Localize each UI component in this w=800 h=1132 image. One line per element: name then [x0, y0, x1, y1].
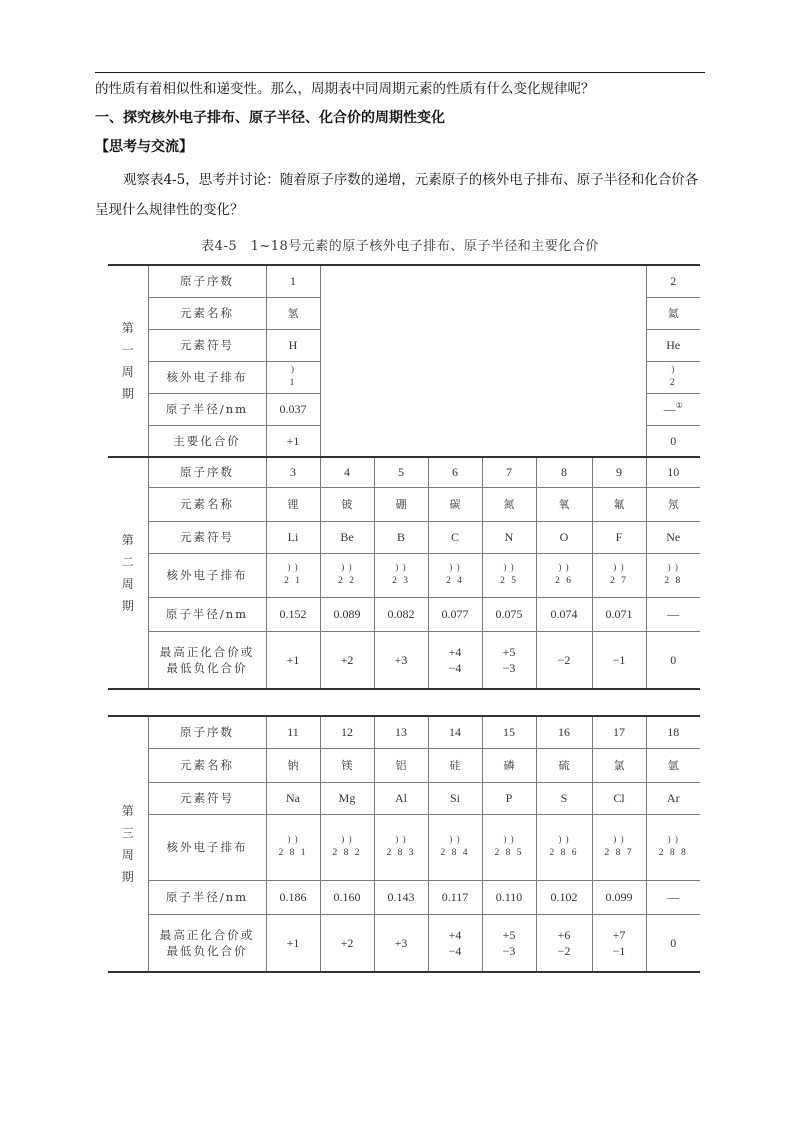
cell-number-ar: 18: [646, 716, 700, 748]
cell-name-s: 硫: [536, 748, 592, 782]
row-label-element-symbol: 元素符号: [148, 782, 266, 814]
row-label-element-name: 元素名称: [148, 487, 266, 521]
cell-name-cl: 氯: [592, 748, 646, 782]
cell-name-ne: 氖: [646, 487, 700, 521]
cell-symbol-h: H: [266, 329, 320, 361]
cell-number-s: 16: [536, 716, 592, 748]
cell-symbol-ar: Ar: [646, 782, 700, 814]
row-label-electron-config: 核外电子排布: [148, 553, 266, 597]
cell-radius-na: 0.186: [266, 880, 320, 914]
cell-symbol-o: O: [536, 521, 592, 553]
cell-config-s: ) ) 2 8 6: [536, 814, 592, 880]
cell-symbol-cl: Cl: [592, 782, 646, 814]
period-1-label: 第 一 周 期: [108, 265, 148, 457]
cell-symbol-mg: Mg: [320, 782, 374, 814]
cell-name-b: 硼: [374, 487, 428, 521]
cell-symbol-al: Al: [374, 782, 428, 814]
cell-number-be: 4: [320, 457, 374, 487]
period-1-gap: [320, 265, 646, 457]
cell-config-cl: ) ) 2 8 7: [592, 814, 646, 880]
cell-config-n: ) ) 2 5: [482, 553, 536, 597]
cell-valence-b: +3: [374, 631, 428, 689]
row-label-atomic-radius: 原子半径/nm: [148, 393, 266, 425]
period-3-label: 第 三 周 期: [108, 716, 148, 972]
cell-name-p: 磷: [482, 748, 536, 782]
cell-symbol-c: C: [428, 521, 482, 553]
cell-number-he: 2: [646, 265, 700, 297]
discussion-paragraph: 观察表4-5，思考并讨论：随着原子序数的递增，元素原子的核外电子排布、原子半径和化合价各呈现什么规律性的变化？: [95, 172, 699, 218]
cell-symbol-ne: Ne: [646, 521, 700, 553]
cell-valence-n: +5 −3: [482, 631, 536, 689]
period-3-table: [108, 715, 700, 973]
cell-name-si: 硅: [428, 748, 482, 782]
cell-valence-o: −2: [536, 631, 592, 689]
cell-valence-ne: 0: [646, 631, 700, 689]
period-2-label: 第 二 周 期: [108, 457, 148, 689]
cell-config-mg: ) ) 2 8 2: [320, 814, 374, 880]
row-label-valence: 最高正化合价或 最低负化合价: [148, 914, 266, 972]
cell-name-na: 钠: [266, 748, 320, 782]
box-title: 【思考与交流】: [95, 139, 193, 155]
cell-config-f: ) ) 2 7: [592, 553, 646, 597]
cell-name-he: 氦: [646, 297, 700, 329]
cell-radius-he: —①: [646, 393, 700, 425]
footnote-marker: ①: [675, 401, 683, 410]
cell-name-n: 氮: [482, 487, 536, 521]
cell-valence-al: +3: [374, 914, 428, 972]
cell-name-al: 铝: [374, 748, 428, 782]
cell-name-f: 氟: [592, 487, 646, 521]
cell-valence-c: +4 −4: [428, 631, 482, 689]
cell-number-p: 15: [482, 716, 536, 748]
section-heading: 一、探究核外电子排布、原子半径、化合价的周期性变化: [95, 110, 445, 126]
period-1-table: [108, 264, 700, 458]
cell-config-be: ) ) 2 2: [320, 553, 374, 597]
cell-config-b: ) ) 2 3: [374, 553, 428, 597]
cell-name-c: 碳: [428, 487, 482, 521]
cell-config-p: ) ) 2 8 5: [482, 814, 536, 880]
cell-radius-si: 0.117: [428, 880, 482, 914]
cell-name-o: 氧: [536, 487, 592, 521]
cell-valence-f: −1: [592, 631, 646, 689]
cell-radius-n: 0.075: [482, 597, 536, 631]
row-label-electron-config: 核外电子排布: [148, 814, 266, 880]
cell-radius-li: 0.152: [266, 597, 320, 631]
table-caption: 表4-5 1~18号元素的原子核外电子排布、原子半径和主要化合价: [201, 239, 599, 254]
cell-radius-s: 0.102: [536, 880, 592, 914]
row-label-element-symbol: 元素符号: [148, 521, 266, 553]
continuation-text: 的性质有着相似性和递变性。那么，周期表中同周期元素的性质有什么变化规律呢？: [95, 81, 595, 97]
cell-number-c: 6: [428, 457, 482, 487]
cell-symbol-b: B: [374, 521, 428, 553]
cell-valence-si: +4 −4: [428, 914, 482, 972]
cell-config-si: ) ) 2 8 4: [428, 814, 482, 880]
cell-config-ar: ) ) 2 8 8: [646, 814, 700, 880]
cell-name-be: 铍: [320, 487, 374, 521]
cell-symbol-be: Be: [320, 521, 374, 553]
cell-radius-ne: —: [646, 597, 700, 631]
cell-number-b: 5: [374, 457, 428, 487]
row-label-element-name: 元素名称: [148, 297, 266, 329]
row-label-electron-config: 核外电子排布: [148, 361, 266, 393]
cell-radius-p: 0.110: [482, 880, 536, 914]
cell-number-na: 11: [266, 716, 320, 748]
cell-config-al: ) ) 2 8 3: [374, 814, 428, 880]
cell-symbol-f: F: [592, 521, 646, 553]
cell-radius-mg: 0.160: [320, 880, 374, 914]
cell-name-li: 锂: [266, 487, 320, 521]
cell-symbol-na: Na: [266, 782, 320, 814]
cell-radius-b: 0.082: [374, 597, 428, 631]
cell-config-o: ) ) 2 6: [536, 553, 592, 597]
cell-radius-al: 0.143: [374, 880, 428, 914]
cell-number-o: 8: [536, 457, 592, 487]
cell-config-c: ) ) 2 4: [428, 553, 482, 597]
cell-config-li: ) ) 2 1: [266, 553, 320, 597]
row-label-atomic-radius: 原子半径/nm: [148, 597, 266, 631]
row-label-main-valence: 主要化合价: [148, 425, 266, 457]
cell-radius-h: 0.037: [266, 393, 320, 425]
period-2-table: [108, 456, 700, 690]
top-rule: [95, 72, 705, 73]
cell-symbol-s: S: [536, 782, 592, 814]
cell-valence-li: +1: [266, 631, 320, 689]
cell-radius-ar: —: [646, 880, 700, 914]
row-label-atomic-radius: 原子半径/nm: [148, 880, 266, 914]
cell-number-mg: 12: [320, 716, 374, 748]
cell-number-ne: 10: [646, 457, 700, 487]
cell-symbol-li: Li: [266, 521, 320, 553]
cell-number-f: 9: [592, 457, 646, 487]
cell-config-h: ) 1: [266, 361, 320, 393]
cell-number-li: 3: [266, 457, 320, 487]
cell-number-cl: 17: [592, 716, 646, 748]
cell-symbol-he: He: [646, 329, 700, 361]
cell-valence-cl: +7 −1: [592, 914, 646, 972]
cell-number-al: 13: [374, 716, 428, 748]
cell-config-ne: ) ) 2 8: [646, 553, 700, 597]
cell-name-ar: 氩: [646, 748, 700, 782]
row-label-atomic-number: 原子序数: [148, 716, 266, 748]
cell-name-h: 氢: [266, 297, 320, 329]
cell-number-h: 1: [266, 265, 320, 297]
cell-radius-f: 0.071: [592, 597, 646, 631]
cell-radius-c: 0.077: [428, 597, 482, 631]
cell-valence-be: +2: [320, 631, 374, 689]
row-label-atomic-number: 原子序数: [148, 457, 266, 487]
cell-valence-mg: +2: [320, 914, 374, 972]
cell-symbol-p: P: [482, 782, 536, 814]
cell-valence-s: +6 −2: [536, 914, 592, 972]
cell-valence-p: +5 −3: [482, 914, 536, 972]
row-label-element-name: 元素名称: [148, 748, 266, 782]
cell-valence-he: 0: [646, 425, 700, 457]
cell-valence-h: +1: [266, 425, 320, 457]
cell-radius-be: 0.089: [320, 597, 374, 631]
cell-symbol-si: Si: [428, 782, 482, 814]
cell-number-si: 14: [428, 716, 482, 748]
row-label-valence: 最高正化合价或 最低负化合价: [148, 631, 266, 689]
row-label-atomic-number: 原子序数: [148, 265, 266, 297]
cell-name-mg: 镁: [320, 748, 374, 782]
row-label-element-symbol: 元素符号: [148, 329, 266, 361]
cell-radius-cl: 0.099: [592, 880, 646, 914]
cell-radius-o: 0.074: [536, 597, 592, 631]
cell-config-na: ) ) 2 8 1: [266, 814, 320, 880]
cell-symbol-n: N: [482, 521, 536, 553]
cell-config-he: ) 2: [646, 361, 700, 393]
cell-number-n: 7: [482, 457, 536, 487]
cell-valence-ar: 0: [646, 914, 700, 972]
cell-valence-na: +1: [266, 914, 320, 972]
